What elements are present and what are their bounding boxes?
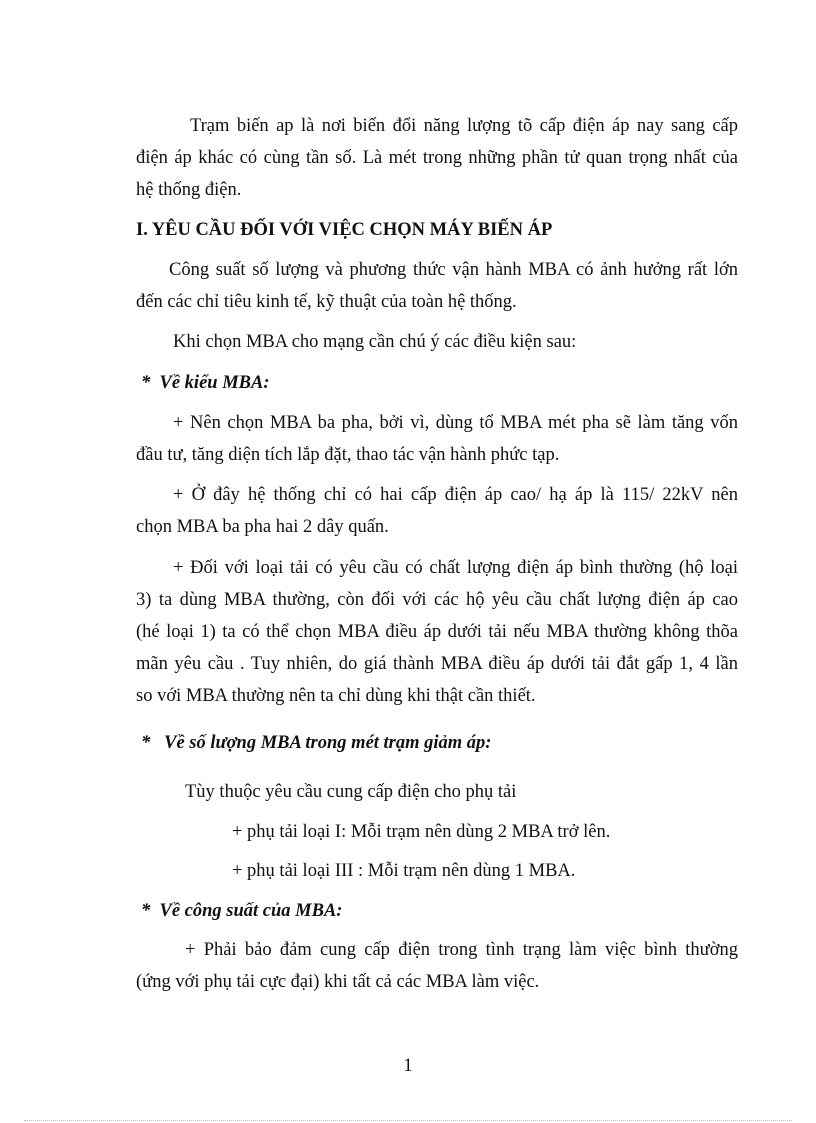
paragraph-line: + Phải bảo đảm cung cấp điện trong tình trạng làm việc bình thường bbox=[185, 940, 738, 960]
section-heading: I. YÊU CẦU ĐỐI VỚI VIỆC CHỌN MÁY BIẾN ÁP bbox=[136, 220, 553, 240]
subheading-title: Về công suất của MBA: bbox=[159, 901, 343, 921]
paragraph-line: (hé loại 1) ta có thể chọn MBA điều áp dưới tải nếu MBA thường không thõa bbox=[136, 622, 738, 642]
paragraph-line: chọn MBA ba pha hai 2 dây quấn. bbox=[136, 517, 389, 537]
footer-divider bbox=[24, 1120, 792, 1121]
paragraph-line: điện áp khác có cùng tần số. Là mét trong những phần tử quan trọng nhất của bbox=[136, 148, 738, 168]
paragraph-line: hệ thống điện. bbox=[136, 180, 242, 200]
paragraph-line: 3) ta dùng MBA thường, còn đối với các hộ yêu cầu chất lượng điện áp cao bbox=[136, 590, 738, 610]
subheading-type bbox=[141, 374, 269, 393]
paragraph-line: đến các chỉ tiêu kinh tế, kỹ thuật của toàn hệ thống. bbox=[136, 292, 517, 312]
list-item: + phụ tải loại III : Mỗi trạm nên dùng 1 MBA. bbox=[232, 861, 576, 881]
subheading-quantity bbox=[141, 734, 491, 753]
paragraph-line: + Đối với loại tải có yêu cầu có chất lượng điện áp bình thường (hộ loại bbox=[173, 558, 738, 578]
paragraph-line: + Ở đây hệ thống chỉ có hai cấp điện áp cao/ hạ áp là 115/ 22kV nên bbox=[173, 485, 738, 505]
paragraph-line: Tùy thuộc yêu cầu cung cấp điện cho phụ tải bbox=[185, 782, 517, 802]
paragraph-line: Công suất số lượng và phương thức vận hành MBA có ảnh hưởng rất lớn bbox=[169, 260, 738, 280]
subheading-title: Về kiểu MBA: bbox=[159, 373, 270, 393]
subheading-title: Về số lượng MBA trong mét trạm giảm áp: bbox=[164, 733, 492, 753]
paragraph-line: Khi chọn MBA cho mạng cần chú ý các điều kiện sau: bbox=[173, 332, 577, 352]
paragraph-line: Trạm biến ap là nơi biến đổi năng lượng tõ cấp điện áp nay sang cấp bbox=[190, 116, 738, 136]
page-number: 1 bbox=[403, 1056, 413, 1076]
paragraph-line: so với MBA thường nên ta chỉ dùng khi thật cần thiết. bbox=[136, 686, 536, 706]
bullet-asterisk: * bbox=[141, 733, 151, 753]
subheading-capacity bbox=[141, 902, 342, 921]
bullet-asterisk: * bbox=[141, 901, 151, 921]
bullet-asterisk: * bbox=[141, 373, 151, 393]
paragraph-line: (ứng với phụ tải cực đại) khi tất cả các MBA làm việc. bbox=[136, 972, 540, 992]
paragraph-line: mãn yêu cầu . Tuy nhiên, do giá thành MBA điều áp dưới tải đắt gấp 1, 4 lần bbox=[136, 654, 738, 674]
paragraph-line: + Nên chọn MBA ba pha, bởi vì, dùng tổ MBA mét pha sẽ làm tăng vốn bbox=[173, 413, 738, 433]
paragraph-line: đầu tư, tăng diện tích lắp đặt, thao tác vận hành phức tạp. bbox=[136, 445, 560, 465]
list-item: + phụ tải loại I: Mỗi trạm nên dùng 2 MBA trở lên. bbox=[232, 822, 611, 842]
